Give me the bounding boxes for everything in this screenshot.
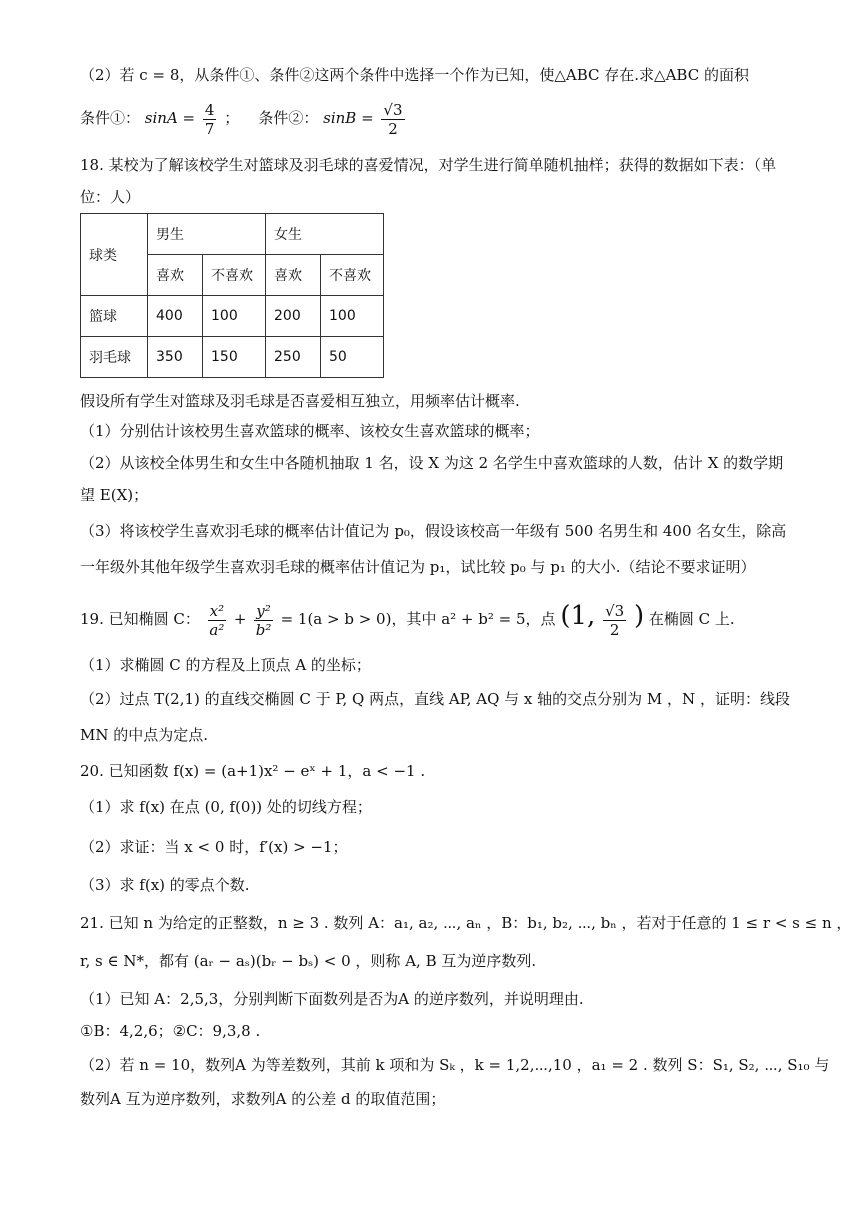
table-header-female: 女生 xyxy=(266,214,384,255)
condition1-label: 条件①： xyxy=(80,109,141,127)
table-cell: 350 xyxy=(148,337,203,378)
x-over-a-fraction: $\frac{\text{x²}}{\text{a²}}$ xyxy=(209,601,225,639)
condition2-fraction: $\frac{√3}{2}$ xyxy=(383,100,403,138)
table-cell: 400 xyxy=(148,296,203,337)
point-fraction: $\frac{√3}{2}$ xyxy=(605,601,625,639)
table-cell: 100 xyxy=(321,296,384,337)
q20-part2: （2）求证：当 x < 0 时，f′(x) > −1； xyxy=(80,838,348,856)
q17-conditions: 条件①： sinA = $\frac{4}{7}$ ； 条件②： sinB = $\frac{√3}{2}$ xyxy=(80,100,403,138)
condition1-lhs: sinA = xyxy=(144,109,196,127)
q18-part2-line2: 望 E(X)； xyxy=(80,486,149,504)
table-header-sport: 球类 xyxy=(81,214,148,296)
table-cell: 250 xyxy=(266,337,321,378)
q20-stem: 20. 已知函数 f(x) = (a+1)x² − eˣ + 1，a < −1 . xyxy=(80,762,426,780)
data-table xyxy=(80,213,384,378)
table-header-like: 喜欢 xyxy=(148,255,203,296)
condition2-lhs: sinB = xyxy=(323,109,374,127)
q18-part2-line1: （2）从该校全体男生和女生中各随机抽取 1 名，设 X 为这 2 名学生中喜欢篮球的人数，估计 X 的数学期 xyxy=(80,454,784,472)
table-header-dislike: 不喜欢 xyxy=(203,255,266,296)
q18-stem-line1: 18. 某校为了解该校学生对篮球及羽毛球的喜爱情况，对学生进行简单随机抽样；获得的数据如下表：（单 xyxy=(80,156,777,174)
table-header-dislike: 不喜欢 xyxy=(321,255,384,296)
q18-assumption: 假设所有学生对篮球及羽毛球是否喜爱相互独立，用频率估计概率. xyxy=(80,392,520,410)
table-cell: 100 xyxy=(203,296,266,337)
q19-part2-line2: MN 的中点为定点. xyxy=(80,726,209,744)
table-cell: 羽毛球 xyxy=(81,337,148,378)
q21-part2-line2: 数列A 互为逆序数列，求数列A 的公差 d 的取值范围； xyxy=(80,1090,446,1108)
table-header-male: 男生 xyxy=(148,214,266,255)
q19-part2-line1: （2）过点 T(2,1) 的直线交椭圆 C 于 P, Q 两点，直线 AP, AQ 与 x 轴的交点分别为 M ，N ，证明：线段 xyxy=(80,690,790,708)
q20-part3: （3）求 f(x) 的零点个数. xyxy=(80,876,250,894)
q21-stem-line2: r, s ∈ N*，都有 (aᵣ − aₛ)(bᵣ − bₛ) < 0 ，则称 A, B 互为逆序数列. xyxy=(80,952,537,970)
q20-part1: （1）求 f(x) 在点 (0, f(0)) 处的切线方程； xyxy=(80,798,372,816)
q21-part1: （1）已知 A：2,5,3，分别判断下面数列是否为A 的逆序数列，并说明理由. xyxy=(80,990,584,1008)
q19-part1: （1）求椭圆 C 的方程及上顶点 A 的坐标； xyxy=(80,656,371,674)
table-cell: 150 xyxy=(203,337,266,378)
table-header-like: 喜欢 xyxy=(266,255,321,296)
table-row xyxy=(81,337,384,378)
q21-stem-line1: 21. 已知 n 为给定的正整数，n ≥ 3 . 数列 A：a₁, a₂, ⋯, aₙ ，B：b₁, b₂, ⋯, bₙ ，若对于任意的 1 ≤ r < s ≤ n ， xyxy=(80,914,852,932)
y-over-b-fraction: $\frac{\text{y²}}{\text{b²}}$ xyxy=(255,601,272,639)
table-cell: 篮球 xyxy=(81,296,148,337)
q19-stem: 19. 已知椭圆 C： $\frac{\text{x²}}{\text{a²}}$ + $\frac{\text{y²}}{\text{b²}}$ = 1(a > b > 0)，其中 a² + b² = 5，点 (1, $\frac{√3}{2}$ ) 在椭圆 C 上. xyxy=(80,601,735,639)
q17-part2: （2）若 c = 8，从条件①、条件②这两个条件中选择一个作为已知，使△ABC 存在.求△ABC 的面积 xyxy=(80,66,749,84)
q18-stem-line2: 位：人） xyxy=(80,188,141,206)
q18-part3-line2: 一年级外其他年级学生喜欢羽毛球的概率估计值记为 p₁，试比较 p₀ 与 p₁ 的大小.（结论不要求证明） xyxy=(80,558,756,576)
condition2-label: 条件②： xyxy=(258,109,319,127)
q21-part1-items: ①B：4,2,6；②C：9,3,8 . xyxy=(80,1022,261,1040)
q21-part2-line1: （2）若 n = 10，数列A 为等差数列，其前 k 项和为 Sₖ ，k = 1,2,⋯,10 ，a₁ = 2 . 数列 S：S₁, S₂, ⋯, S₁₀ 与 xyxy=(80,1056,830,1074)
q18-part1: （1）分别估计该校男生喜欢篮球的概率、该校女生喜欢篮球的概率； xyxy=(80,422,540,440)
table-row xyxy=(81,296,384,337)
condition1-fraction: $\frac{4}{7}$ xyxy=(204,100,215,138)
table-cell: 200 xyxy=(266,296,321,337)
q18-part3-line1: （3）将该校学生喜欢羽毛球的概率估计值记为 p₀，假设该校高一年级有 500 名男生和 400 名女生，除高 xyxy=(80,522,787,540)
table-cell: 50 xyxy=(321,337,384,378)
